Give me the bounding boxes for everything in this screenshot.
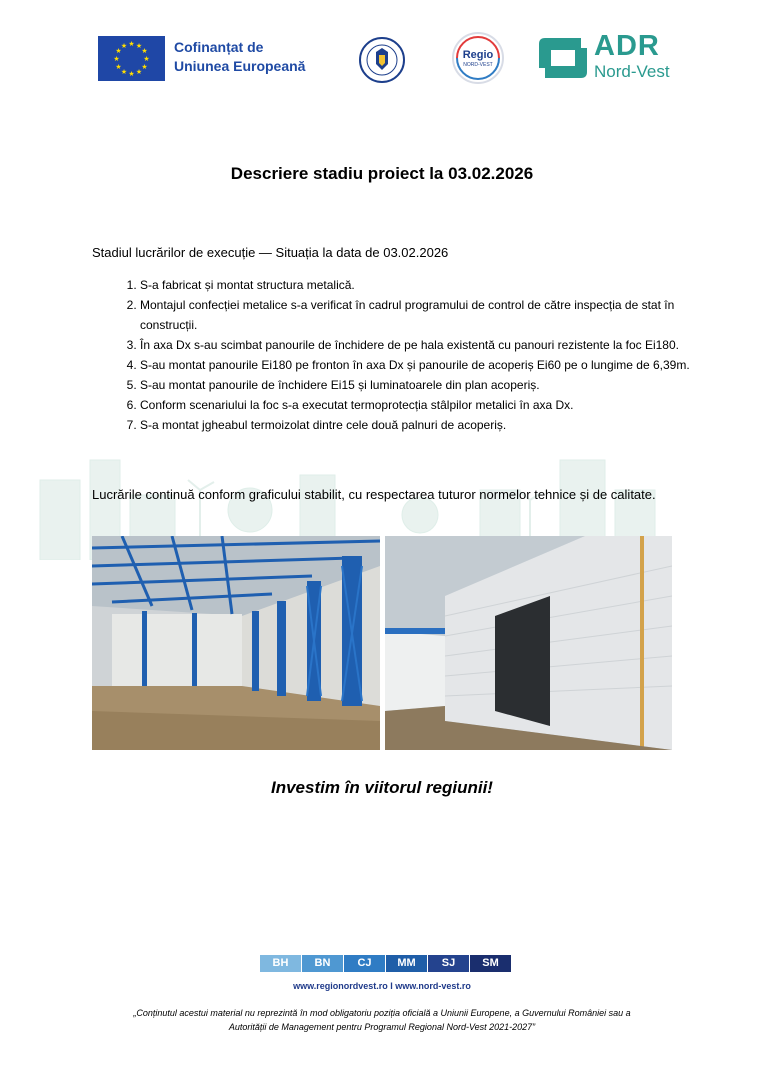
svg-text:★: ★ xyxy=(120,68,128,76)
svg-text:★: ★ xyxy=(143,55,150,63)
svg-text:★: ★ xyxy=(115,47,122,55)
county-badge: BN xyxy=(302,955,343,972)
svg-text:★: ★ xyxy=(135,42,143,50)
county-badge: SM xyxy=(470,955,511,972)
county-badge: BH xyxy=(260,955,301,972)
regio-subtitle: NORD-VEST xyxy=(463,62,493,68)
regio-logo xyxy=(451,31,505,85)
svg-text:★: ★ xyxy=(135,68,143,76)
list-item: 1. S-a fabricat și montat structura metalică. xyxy=(140,275,730,295)
works-list xyxy=(92,275,730,435)
county-badge: CJ xyxy=(344,955,385,972)
svg-text:★: ★ xyxy=(141,47,148,55)
counties-bar xyxy=(260,955,512,972)
eu-text-line1: Cofinanțat de xyxy=(174,39,264,55)
svg-text:★: ★ xyxy=(115,63,122,71)
footer-urls: www.regionordvest.ro I www.nord-vest.ro xyxy=(293,981,471,991)
svg-text:★: ★ xyxy=(128,40,135,48)
page-title: Descriere stadiu proiect la 03.02.2026 xyxy=(230,164,534,183)
slogan: Investim în viitorul regiunii! xyxy=(271,778,493,797)
list-item: 2. Montajul confecției metalice s-a verificat în cadrul programului de control de către inspecția de stat în construcții. xyxy=(140,295,730,335)
footer-disclaimer: „Conținutul acestui material nu reprezintă în mod obligatoriu poziția oficială a Uniunii Europene, a Guvernului României sau a Autorității de Management pentru Programul Regional Nord-Vest 2021-2027” xyxy=(133,1008,631,1032)
list-item: 6. Conform scenariului la foc s-a executat termoprotecția stâlpilor metalici în axa Dx. xyxy=(140,395,730,415)
list-item: 3. În axa Dx s-au scimbat panourile de închidere de pe hala existentă cu panouri rezistente la foc Ei180. xyxy=(140,335,730,355)
svg-text:★: ★ xyxy=(120,42,128,50)
list-item: 4. S-au montat panourile Ei180 pe fronton în axa Dx și panourile de acoperiș Ei60 pe o lungime de 6,39m. xyxy=(140,355,730,375)
adr-mark-icon xyxy=(535,34,591,82)
list-item: 7. S-a montat jgheabul termoizolat dintre cele două palnuri de acoperiș. xyxy=(140,415,730,435)
photo-steel-structure xyxy=(92,536,380,750)
county-badge: MM xyxy=(386,955,427,972)
adr-title: ADR xyxy=(594,30,660,62)
eu-text-line2: Uniunea Europeană xyxy=(174,58,306,74)
eu-flag-logo xyxy=(98,36,165,81)
photo-panel-door xyxy=(385,536,672,750)
svg-text:★: ★ xyxy=(141,63,148,71)
eu-cofinance-text xyxy=(174,38,305,76)
section-subtitle: Stadiul lucrărilor de execuție — Situația la data de 03.02.2026 xyxy=(92,245,449,260)
status-paragraph: Lucrările continuă conform graficului stabilit, cu respectarea tuturor normelor tehnice și de calitate. xyxy=(92,487,656,502)
svg-text:★: ★ xyxy=(128,70,135,78)
list-item: 5. S-au montat panourile de închidere Ei15 și luminatoarele din plan acoperiș. xyxy=(140,375,730,395)
regio-title: Regio xyxy=(462,49,494,61)
svg-text:★: ★ xyxy=(113,55,120,63)
county-badge: SJ xyxy=(428,955,469,972)
government-logo xyxy=(356,36,408,84)
adr-subtitle: Nord-Vest xyxy=(594,62,670,81)
